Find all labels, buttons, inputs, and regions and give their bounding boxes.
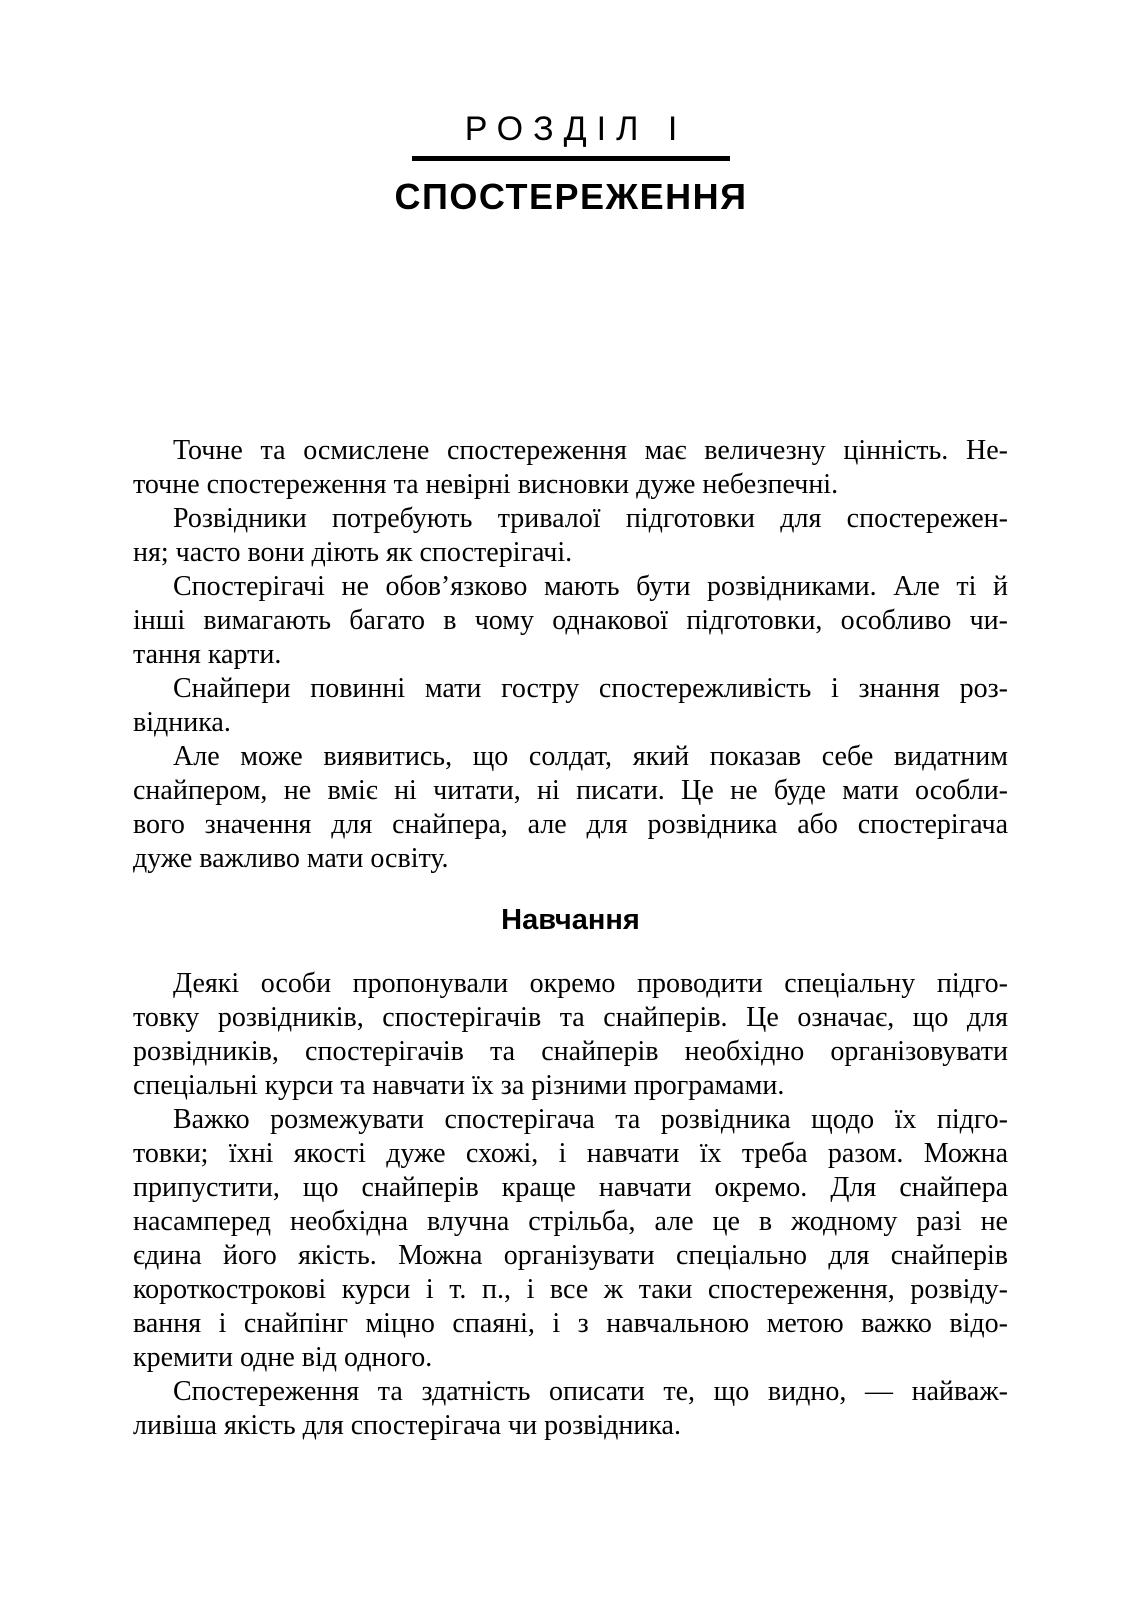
text-line: тання карти. bbox=[133, 639, 282, 670]
chapter-title: СПОСТЕРЕЖЕННЯ bbox=[394, 176, 748, 217]
text-line: ня; часто вони діють як спостерігачі. bbox=[133, 537, 573, 568]
text-line: снайпером, не вміє ні читати, ні писати. Це не буде мати особли- bbox=[133, 775, 1008, 806]
text-line: інші вимагають багато в чому однакової підготовки, особливо чи- bbox=[133, 605, 1008, 636]
text-line: вання і снайпінг міцно спаяні, і з навчальною метою важко відо- bbox=[133, 1308, 1008, 1339]
text-line: кремити одне від одного. bbox=[133, 1342, 433, 1373]
text-line: Снайпери повинні мати гостру спостережливість і знання роз- bbox=[173, 673, 1008, 704]
text-line: Спостерігачі не обов’язково мають бути розвідниками. Але ті й bbox=[173, 571, 1008, 602]
text-line: товку розвідників, спостерігачів та снайперів. Це означає, що для bbox=[133, 1002, 1008, 1033]
paragraph bbox=[133, 570, 1008, 672]
text-line: ливіша якість для спостерігача чи розвідника. bbox=[133, 1410, 681, 1441]
section-observation-intro bbox=[133, 434, 1008, 876]
chapter-underline-rule bbox=[412, 156, 730, 161]
paragraph bbox=[133, 967, 1008, 1103]
paragraph bbox=[133, 740, 1008, 876]
paragraph bbox=[133, 1103, 1008, 1375]
section-heading-training: Навчання bbox=[501, 904, 640, 936]
chapter-header bbox=[0, 0, 1142, 217]
text-line: Але може виявитись, що солдат, який показав себе видатним bbox=[173, 741, 1008, 772]
paragraph bbox=[133, 672, 1008, 740]
paragraph bbox=[133, 502, 1008, 570]
text-line: припустити, що снайперів краще навчати окремо. Для снайпера bbox=[133, 1172, 1008, 1203]
text-line: короткострокові курси і т. п., і все ж таки спостереження, розвіду- bbox=[133, 1274, 1008, 1305]
text-line: відника. bbox=[133, 707, 231, 738]
page-body bbox=[133, 434, 1008, 1443]
text-line: вого значення для снайпера, але для розвідника або спостерігача bbox=[133, 809, 1008, 840]
section-training bbox=[133, 967, 1008, 1443]
text-line: спеціальні курси та навчати їх за різними програмами. bbox=[133, 1070, 785, 1101]
text-line: єдина його якість. Можна організувати спеціально для снайперів bbox=[133, 1240, 1008, 1271]
text-line: дуже важливо мати освіту. bbox=[133, 843, 449, 874]
text-line: Розвідники потребують тривалої підготовки для спостережен- bbox=[173, 503, 1008, 534]
text-line: товки; їхні якості дуже схожі, і навчати їх треба разом. Можна bbox=[133, 1138, 1008, 1169]
text-line: точне спостереження та невірні висновки дуже небезпечні. bbox=[133, 469, 839, 500]
paragraph bbox=[133, 434, 1008, 502]
text-line: Важко розмежувати спостерігача та розвідника щодо їх підго- bbox=[173, 1104, 1008, 1135]
paragraph bbox=[133, 1375, 1008, 1443]
chapter-label: РОЗДІЛ І bbox=[464, 110, 688, 148]
text-line: Спостереження та здатність описати те, що видно, — найваж- bbox=[173, 1376, 1008, 1407]
text-line: насамперед необхідна влучна стрільба, але це в жодному разі не bbox=[133, 1206, 1008, 1237]
text-line: розвідників, спостерігачів та снайперів необхідно організовувати bbox=[133, 1036, 1008, 1067]
text-line: Деякі особи пропонували окремо проводити спеціальну підго- bbox=[173, 968, 1008, 999]
text-line: Точне та осмислене спостереження має величезну цінність. Не- bbox=[173, 435, 1008, 466]
